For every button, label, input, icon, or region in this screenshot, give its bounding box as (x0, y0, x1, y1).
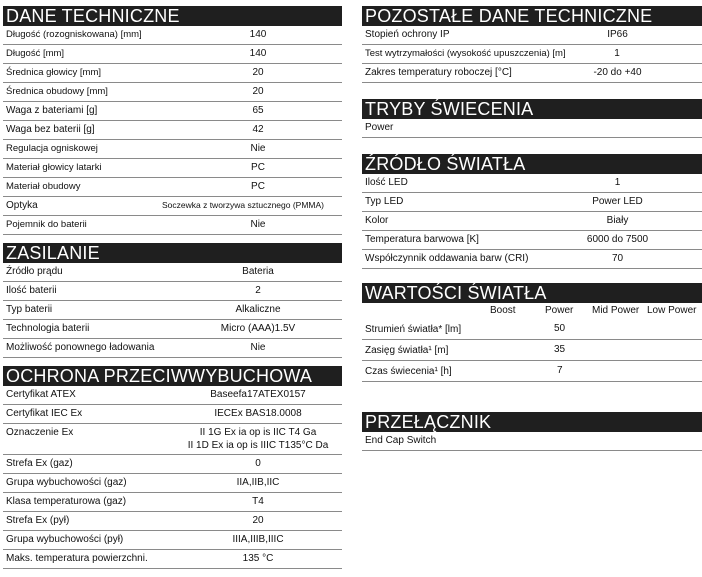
spec-label: Test wytrzymałości (wysokość upuszczenia) [m] (365, 48, 566, 59)
spec-row (3, 493, 342, 512)
spec-value: 1 (614, 177, 621, 188)
spec-value: 70 (611, 253, 624, 264)
light-value: 50 (554, 323, 566, 334)
spec-row (362, 193, 702, 212)
column-header-mid-power: Mid Power (592, 305, 640, 316)
spec-row (3, 26, 342, 45)
spec-value: PC (251, 162, 265, 173)
spec-value: IP66 (607, 29, 628, 40)
switch-label: End Cap Switch (365, 435, 437, 446)
spec-label: Średnica głowicy [mm] (6, 67, 102, 78)
spec-label: Waga z bateriami [g] (6, 105, 98, 116)
spec-label: Możliwość ponownego ładowania (6, 342, 155, 353)
section-zasilanie (3, 243, 342, 358)
spec-row (3, 512, 342, 531)
spec-value: Nie (250, 219, 266, 230)
spec-row (3, 159, 342, 178)
spec-label: Klasa temperaturowa (gaz) (6, 496, 127, 507)
spec-label: Certyfikat IEC Ex (6, 408, 83, 419)
spec-label: Certyfikat ATEX (6, 389, 76, 400)
spec-value: 2 (255, 285, 261, 296)
spec-value: IECEx BAS18.0008 (214, 408, 302, 419)
section-dane-techniczne (3, 6, 342, 235)
spec-label: Typ baterii (6, 304, 53, 315)
spec-value: 135 °C (242, 553, 274, 564)
light-values-header (362, 303, 702, 319)
spec-value: Bateria (242, 266, 274, 277)
spec-label: Ilość baterii (6, 285, 57, 296)
spec-label: Grupa wybuchowości (gaz) (6, 477, 127, 488)
column-header-boost: Boost (490, 305, 516, 316)
spec-value: Nie (250, 143, 266, 154)
spec-row (362, 26, 702, 45)
section-title: ZASILANIE (3, 243, 342, 263)
spec-label: Waga bez baterii [g] (6, 124, 95, 135)
section-title: TRYBY ŚWIECENIA (362, 99, 702, 119)
spec-value: Micro (AAA)1.5V (220, 323, 296, 334)
section-title: DANE TECHNICZNE (3, 6, 342, 26)
spec-row (3, 386, 342, 405)
spec-row (3, 216, 342, 235)
section-title: PRZEŁĄCZNIK (362, 412, 702, 432)
spec-label: Materiał obudowy (6, 181, 81, 192)
spec-label: Grupa wybuchowości (pył) (6, 534, 124, 545)
spec-value: -20 do +40 (593, 67, 642, 78)
spec-row (3, 102, 342, 121)
spec-value: 0 (255, 458, 261, 469)
spec-value-secondary: II 1D Ex ia op is IIIC T135°C Da (187, 440, 329, 451)
spec-value: IIIA,IIIB,IIIC (232, 534, 284, 545)
spec-label: Oznaczenie Ex (6, 427, 74, 438)
spec-value: 140 (249, 48, 267, 59)
spec-label: Technologia baterii (6, 323, 90, 334)
spec-value: Alkaliczne (235, 304, 281, 315)
light-row (362, 340, 702, 361)
light-value: 7 (557, 365, 563, 376)
spec-row (3, 45, 342, 64)
spec-label: Typ LED (365, 196, 404, 207)
spec-row (362, 231, 702, 250)
spec-label: Regulacja ogniskowej (6, 143, 98, 154)
spec-row (3, 424, 342, 455)
spec-row (3, 121, 342, 140)
spec-row (3, 339, 342, 358)
light-value: 35 (554, 344, 566, 355)
section-pozostale-dane (362, 6, 702, 83)
section-przelacznik (362, 412, 702, 451)
light-label: Strumień światła* [lm] (365, 324, 462, 335)
section-tryby-swiecenia (362, 99, 702, 138)
spec-label: Długość [mm] (6, 48, 65, 59)
light-label: Zasięg światła¹ [m] (365, 345, 449, 356)
spec-label: Stopień ochrony IP (365, 29, 450, 40)
section-wartosci-swiatla (362, 283, 702, 382)
spec-value: 6000 do 7500 (586, 234, 649, 245)
section-title: OCHRONA PRZECIWWYBUCHOWA (3, 366, 342, 386)
section-title: POZOSTAŁE DANE TECHNICZNE (362, 6, 702, 26)
spec-row (3, 474, 342, 493)
spec-row (3, 263, 342, 282)
spec-value: Biały (606, 215, 629, 226)
light-label: Czas świecenia¹ [h] (365, 366, 452, 377)
spec-value: 1 (614, 48, 620, 59)
spec-label: Średnica obudowy [mm] (6, 86, 108, 97)
mode-label: Power (365, 122, 394, 133)
spec-label: Maks. temperatura powierzchni. (6, 553, 148, 564)
spec-value: PC (251, 181, 265, 192)
spec-row (3, 282, 342, 301)
mode-row (362, 119, 702, 138)
spec-label: Długość (rozogniskowana) [mm] (6, 29, 142, 40)
spec-label: Współczynnik oddawania barw (CRI) (365, 253, 529, 264)
spec-row (3, 64, 342, 83)
spec-label: Ilość LED (365, 177, 408, 188)
spec-label: Optyka (6, 200, 38, 211)
spec-row (3, 140, 342, 159)
section-title: WARTOŚCI ŚWIATŁA (362, 283, 702, 303)
spec-row (3, 531, 342, 550)
section-zrodlo-swiatla (362, 154, 702, 269)
spec-row (362, 212, 702, 231)
spec-row (3, 301, 342, 320)
spec-label: Kolor (365, 215, 389, 226)
spec-value: Baseefa17ATEX0157 (210, 389, 306, 400)
right-column (362, 6, 702, 459)
spec-row (3, 320, 342, 339)
spec-value: 20 (252, 515, 264, 526)
spec-row (362, 250, 702, 269)
spec-row (3, 83, 342, 102)
spec-label: Pojemnik do baterii (6, 219, 87, 230)
spec-label: Strefa Ex (pył) (6, 515, 70, 526)
spec-label: Źródło prądu (6, 266, 63, 277)
section-ochrona-przeciwwybuchowa (3, 366, 342, 569)
spec-value: II 1G Ex ia op is IIC T4 Ga (199, 427, 317, 438)
spec-label: Materiał głowicy latarki (6, 162, 102, 173)
spec-value: T4 (252, 496, 264, 507)
light-row (362, 319, 702, 340)
switch-row (362, 432, 702, 451)
spec-value: Power LED (592, 196, 643, 207)
spec-row (362, 64, 702, 83)
column-header-low-power: Low Power (647, 305, 697, 316)
section-title: ŹRÓDŁO ŚWIATŁA (362, 154, 702, 174)
spec-label: Strefa Ex (gaz) (6, 458, 73, 469)
spec-row (362, 45, 702, 64)
left-column (3, 6, 342, 577)
spec-row (362, 174, 702, 193)
spec-row (3, 405, 342, 424)
column-header-power: Power (545, 305, 574, 316)
spec-value: 42 (252, 124, 264, 135)
spec-row (3, 197, 342, 216)
spec-value: 20 (252, 86, 264, 97)
spec-value: 65 (252, 105, 264, 116)
spec-row (3, 178, 342, 197)
spec-value: 20 (252, 67, 264, 78)
spec-value: Soczewka z tworzywa sztucznego (PMMA) (161, 200, 325, 210)
spec-row (3, 455, 342, 474)
spec-value: IIA,IIB,IIC (236, 477, 280, 488)
spec-value: Nie (250, 342, 266, 353)
spec-value: 140 (249, 29, 267, 40)
spec-label: Zakres temperatury roboczej [°C] (365, 67, 512, 78)
spec-label: Temperatura barwowa [K] (365, 234, 479, 245)
light-row (362, 361, 702, 382)
